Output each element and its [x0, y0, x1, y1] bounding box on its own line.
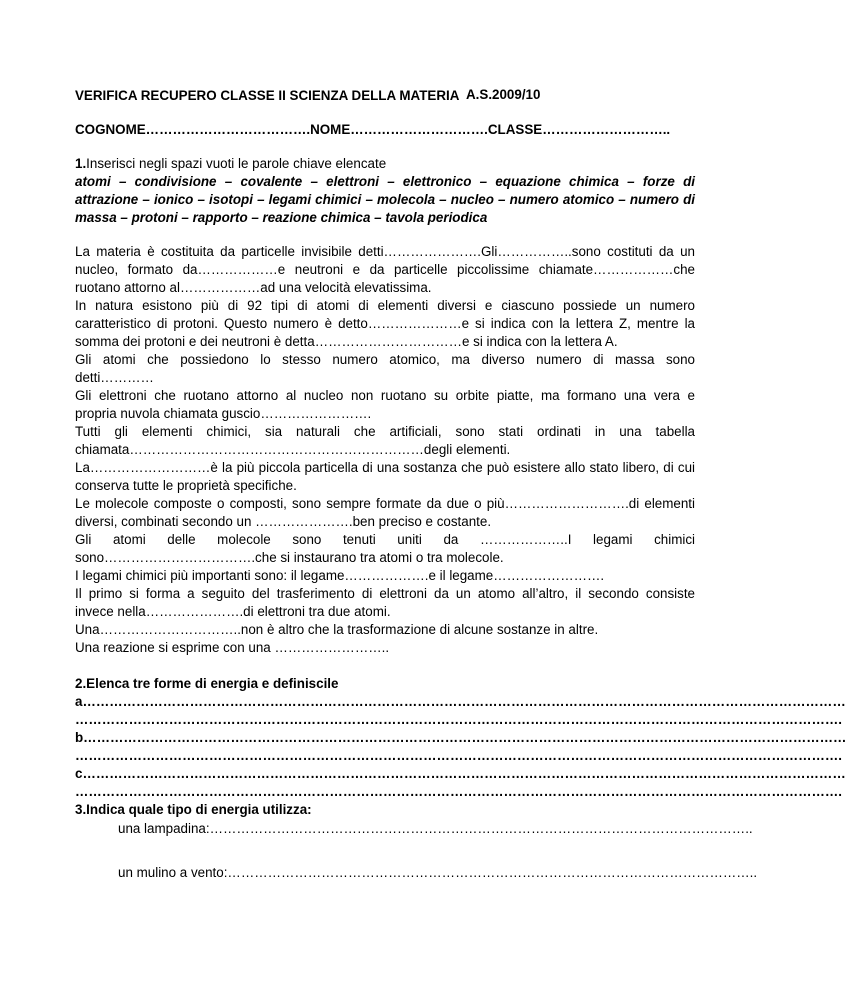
answer-line-b[interactable]: b……………………………………………………………………………………………………………………………………………………… [75, 730, 846, 745]
exercise2-heading: 2.Elenca tre forme di energia e definiscile [75, 676, 339, 691]
answer-line-c[interactable]: c……………………………………………………………………………………………………………………………………………………… [75, 766, 846, 781]
exercise1-text-line: ruotano attorno al………………ad una velocità elevatissima. [75, 280, 432, 295]
exercise1-text-line: Tutti gli elementi chimici, sia naturali che artificiali, sono stati ordinati in una tabella [75, 424, 695, 439]
answer-line[interactable]: ………………………………………………………………………………………………………………………………………………………. [75, 748, 842, 763]
exercise3-item-lampadina[interactable]: una lampadina:………………………………………………………………………………………………………….. [118, 821, 753, 836]
exercise1-text-line: Gli elettroni che ruotano attorno al nucleo non ruotano su orbite piatte, ma formano una vera e [75, 388, 695, 403]
exercise3-heading [75, 801, 695, 819]
exercise1-number: 1. [75, 156, 87, 171]
answer-line-a[interactable]: a……………………………………………………………………………………………………………………………………………………… [75, 694, 846, 709]
exercise1-text-line: sono…………………………….che si instaurano tra atomi o tra molecole. [75, 550, 504, 565]
exercise1-text-line: invece nella………………….di elettroni tra due atomi. [75, 604, 391, 619]
exercise1-text-line: Gli atomi che possiedono lo stesso numero atomico, ma diverso numero di massa sono [75, 352, 695, 367]
keyword-list-line: atomi – condivisione – covalente – elettroni – elettronico – equazione chimica – forze di [75, 174, 695, 189]
exercise1-text-line: Il primo si forma a seguito del trasferimento di elettroni da un atomo all’altro, il secondo consiste [75, 586, 695, 601]
exercise1-text-line: I legami chimici più importanti sono: il legame……………….e il legame……………………. [75, 568, 605, 583]
student-info-line: COGNOME……………………………….NOME………………………….CLASSE……………………….. [75, 122, 671, 137]
exercise3-heading-text: 3.Indica quale tipo di energia utilizza: [75, 802, 312, 817]
keyword-list-line: attrazione – ionico – isotopi – legami chimici – molecola – nucleo – numero atomico – numero di [75, 192, 695, 207]
exercise1-text-line: Una…………………………..non è altro che la trasformazione di alcune sostanze in altre. [75, 622, 599, 637]
answer-line[interactable]: ………………………………………………………………………………………………………………………………………………………. [75, 784, 842, 799]
exercise1-text-line: detti………… [75, 370, 154, 385]
exercise1-text-line: chiamata…………………………………………………………degli elementi. [75, 442, 511, 457]
keyword-list-line: massa – protoni – rapporto – reazione chimica – tavola periodica [75, 210, 488, 225]
school-year: A.S.2009/10 [466, 87, 541, 102]
exercise1-text-line: Una reazione si esprime con una …………………….. [75, 640, 390, 655]
exercise1-text-line: conserva tutte le proprietà specifiche. [75, 478, 297, 493]
exercise1-text-line: nucleo, formato da………………e neutroni e da particelle piccolissime chiamate………………che [75, 262, 695, 277]
exercise3-item-mulino[interactable]: un mulino a vento:……………………………………………………………………………………………………….. [118, 865, 758, 880]
exercise1-text-line: Gli atomi delle molecole sono tenuti uniti da ………………..I legami chimici [75, 532, 695, 547]
exercise1-text-line: La………………………è la più piccola particella di una sostanza che può esistere allo stato libero, di cui [75, 460, 695, 475]
exercise1-text-line: diversi, combinati secondo un ………………….ben preciso e costante. [75, 514, 492, 529]
exercise1-text-line: Le molecole composte o composti, sono sempre formate da due o più……………………….di elementi [75, 496, 695, 511]
answer-line[interactable]: ………………………………………………………………………………………………………………………………………………………. [75, 712, 842, 727]
exercise1-instruction [75, 155, 695, 173]
exercise1-text-line: La materia è costituita da particelle invisibile detti………………….Gli……………..sono costituti da un [75, 244, 695, 259]
exercise1-text-line: somma dei protoni e dei neutroni è detta……………………………e si indica con la lettera A. [75, 334, 618, 349]
worksheet-title: VERIFICA RECUPERO CLASSE II SCIENZA DELLA MATERIA [75, 88, 460, 103]
exercise1-instruction-text: Inserisci negli spazi vuoti le parole chiave elencate [86, 156, 387, 171]
exercise1-text-line: caratteristico di protoni. Questo numero è detto…………………e si indica con la lettera Z, mentre la [75, 316, 695, 331]
exercise1-text-line: In natura esistono più di 92 tipi di atomi di elementi diversi e ciascuno possiede un numero [75, 298, 695, 313]
exercise1-text-line: propria nuvola chiamata guscio……………………. [75, 406, 372, 421]
